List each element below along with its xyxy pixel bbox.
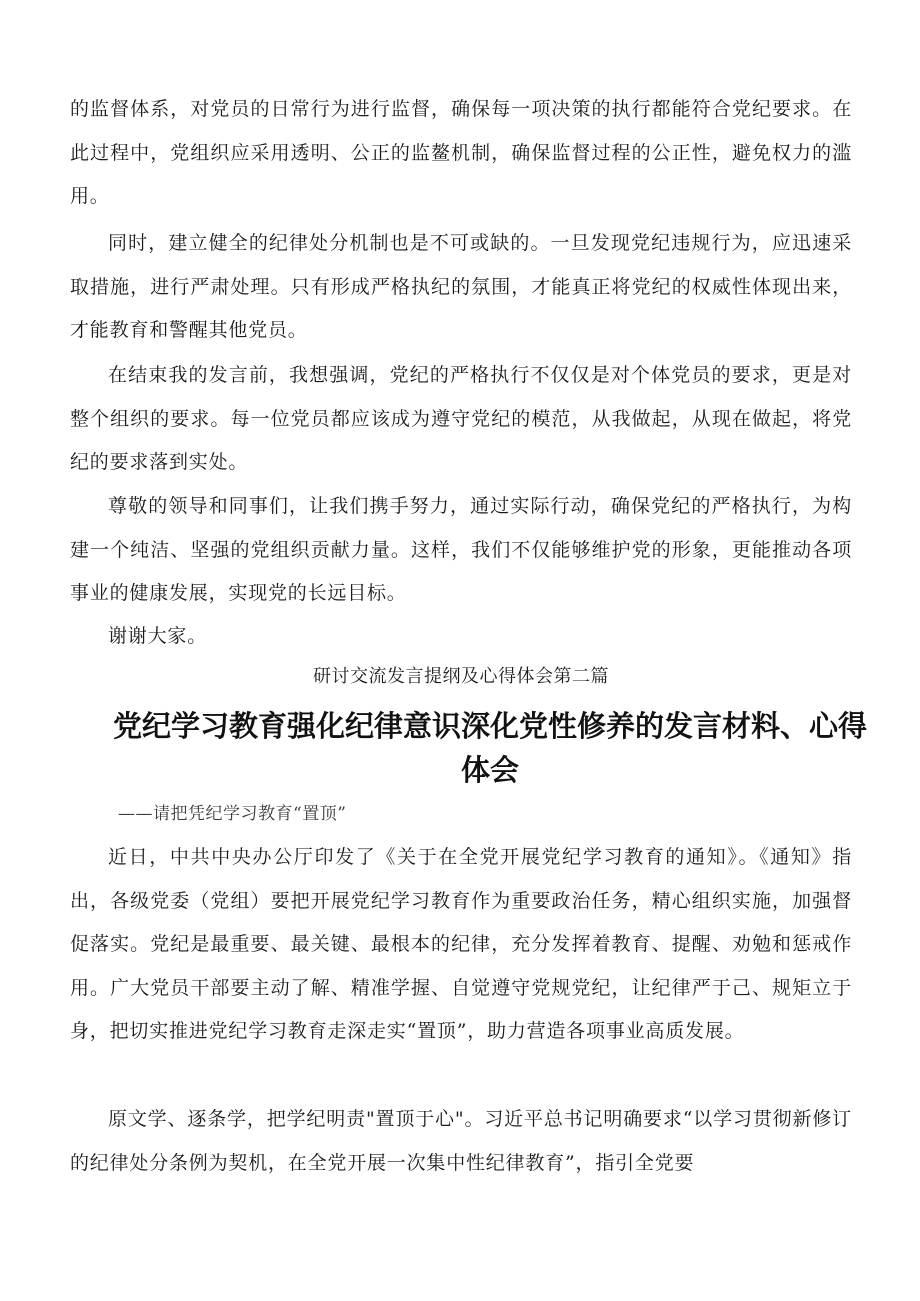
body-paragraph-3: 在结束我的发言前，我想强调，党纪的严格执行不仅仅是对个体党员的要求，更是对整个组织的要求。每一位党员都应该成为遵守党纪的模范，从我做起，从现在做起，将党纪的要求落到实处。 — [70, 364, 852, 473]
section-subtitle: 研讨交流发言提纲及心得体会第二篇 — [313, 666, 609, 687]
article-epigraph: ——请把凭纪学习教育“置顶” — [118, 804, 347, 824]
body-paragraph-6: 原文学、逐条学，把学纪明责"置顶于心"。习近平总书记明确要求“以学习贯彻新修订的纪律处分条例为契机，在全党开展一次集中性纪律教育”，指引全党要 — [70, 1108, 852, 1174]
body-paragraph-5: 近日，中共中央办公厅印发了《关于在全党开展党纪学习教育的通知》。《通知》指出，各级党委（党组）要把开展党纪学习教育作为重要政治任务，精心组织实施，加强督促落实。党纪是最重要、最关键、最根本的纪律，充分发挥着教育、提醒、劝勉和惩戒作用。广大党员干部要主动了解、精准学握、自觉遵守党规党纪，让纪律严于己、规矩立于身，把切实推进党纪学习教育走深走实“置顶”，助力营造各项事业高质发展。 — [70, 846, 852, 1042]
body-paragraph-4: 尊敬的领导和同事们，让我们携手努力，通过实际行动，确保党纪的严格执行，为构建一个纯洁、坚强的党组织贡献力量。这样，我们不仅能够维护党的形象，更能推动各项事业的健康发展，实现党的长远目标。 — [70, 495, 852, 604]
closing-thanks: 谢谢大家。 — [108, 625, 208, 647]
article-title: 党纪学习教育强化纪律意识深化党性修养的发言材料、心得体会 — [112, 709, 867, 787]
body-paragraph-2: 同时，建立健全的纪律处分机制也是不可或缺的。一旦发现党纪违规行为，应迅速采取措施，进行严肃处理。只有形成严格执纪的氛围，才能真正将党纪的权威性体现出来，才能教育和警醒其他党员。 — [70, 232, 852, 341]
body-paragraph-1: 的监督体系，对党员的日常行为进行监督，确保每一项决策的执行都能符合党纪要求。在此过程中，党组织应采用透明、公正的监鳌机制，确保监督过程的公正性，避免权力的滥用。 — [70, 98, 852, 207]
